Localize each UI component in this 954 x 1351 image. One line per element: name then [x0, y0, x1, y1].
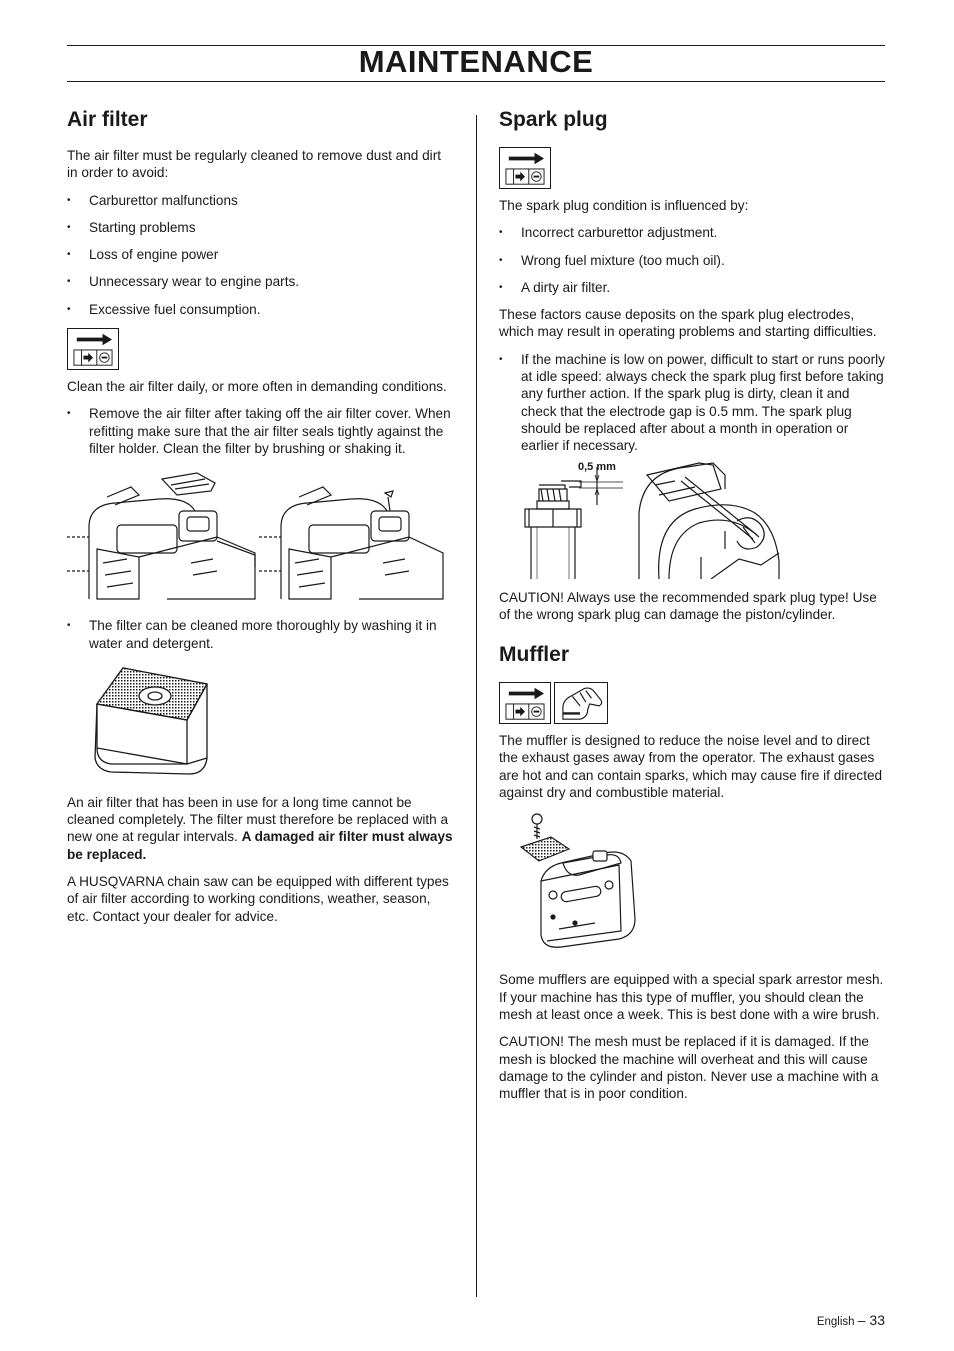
air-filter-remove-list [67, 405, 455, 457]
spark-plug-section [499, 106, 887, 1112]
list-item: • Remove the air filter after taking off the air filter cover. When refitting make sure that the air filter seals tightly against the filter holder. Clean the filter by brushing or shaking it. [67, 405, 455, 457]
list-item: • Starting problems [67, 219, 455, 236]
muffler-symbol-row [499, 682, 887, 724]
spark-plug-bullet-list [499, 224, 887, 296]
air-filter-replace-paragraph [67, 794, 455, 863]
air-filter-intro: The air filter must be regularly cleaned to remove dust and dirt in order to avoid: [67, 148, 442, 181]
protective-glove-icon [554, 682, 608, 724]
header-rule-bottom [67, 81, 885, 82]
spark-plug-heading: Spark plug [499, 108, 608, 131]
list-item: • Unnecessary wear to engine parts. [67, 273, 455, 290]
list-item: • If the machine is low on power, difficult to start or runs poorly at idle speed: always check the spark plug first before taking any further action. If the spark plug is dirty, clean it and check that the electrode gap is 0.5 mm. The spark plug should be replaced after about a month in operation or earlier if necessary. [499, 351, 887, 455]
air-filter-husqvarna-text: A HUSQVARNA chain saw can be equipped with different types of air filter according to working conditions, weather, season, etc. Contact your dealer for advice. [67, 874, 449, 924]
air-filter-wash-list [67, 617, 455, 652]
page-footer [817, 1312, 885, 1328]
page-title: MAINTENANCE [358, 44, 594, 79]
air-filter-bullet-list [67, 192, 455, 318]
spark-plug-deposits: These factors cause deposits on the spark plug electrodes, which may result in operating problems and starting difficulties. [499, 307, 877, 340]
air-filter-replace-warning: A damaged air filter must always be replaced. [67, 829, 453, 862]
spark-plug-caution: CAUTION! Always use the recommended spark plug type! Use of the wrong spark plug can damage the piston/cylinder. [499, 589, 877, 622]
list-item: • Carburettor malfunctions [67, 192, 455, 209]
spark-plug-illustration [499, 461, 887, 579]
muffler-illustration [499, 811, 887, 961]
muffler-arrestor-text: Some mufflers are equipped with a special spark arrestor mesh. If your machine has this type of muffler, you should clean the mesh at least once a week. This is best done with a wire brush. [499, 972, 884, 1022]
air-filter-clean-daily: Clean the air filter daily, or more often in demanding conditions. [67, 379, 447, 395]
footer-language: English [816, 1316, 855, 1328]
muffler-intro: The muffler is designed to reduce the noise level and to direct the exhaust gases away from the operator. The exhaust gases are hot and can contain sparks, which may cause fire if directed against dry and combustible material. [499, 733, 883, 801]
spark-plug-symbol-row [499, 147, 887, 189]
air-filter-heading: Air filter [67, 108, 148, 131]
column-divider [476, 115, 477, 1297]
stop-engine-symbol-icon [499, 682, 551, 724]
page-number: – 33 [857, 1312, 885, 1328]
list-item: • Incorrect carburettor adjustment. [499, 224, 887, 241]
muffler-caution: CAUTION! The mesh must be replaced if it is damaged. If the mesh is blocked the machine will overheat and this will cause damage to the cylinder and piston. Never use a machine with a muffler that is in poor condition. [499, 1034, 879, 1102]
air-filter-symbol-row [67, 328, 455, 370]
list-item: • Loss of engine power [67, 246, 455, 263]
spark-plug-drawing [499, 461, 887, 579]
stop-engine-symbol-icon [499, 147, 551, 189]
air-filter-removal-illustration [67, 467, 455, 607]
air-filter-section [67, 106, 455, 935]
list-item: • Wrong fuel mixture (too much oil). [499, 252, 887, 269]
list-item: • The filter can be cleaned more thoroughly by washing it in water and detergent. [67, 617, 455, 652]
electrode-gap-label: 0,5 mm [578, 460, 616, 473]
spark-plug-check-list [499, 351, 887, 455]
air-filter-replace-text: An air filter that has been in use for a long time cannot be cleaned completely. The filter must therefore be replaced with a new one at regular intervals. [67, 794, 449, 845]
muffler-heading: Muffler [499, 643, 569, 667]
air-filter-element-illustration [67, 662, 455, 784]
spark-plug-intro: The spark plug condition is influenced by: [499, 198, 749, 213]
stop-engine-symbol-icon [67, 328, 119, 370]
list-item: • Excessive fuel consumption. [67, 301, 455, 318]
list-item: • A dirty air filter. [499, 279, 887, 296]
